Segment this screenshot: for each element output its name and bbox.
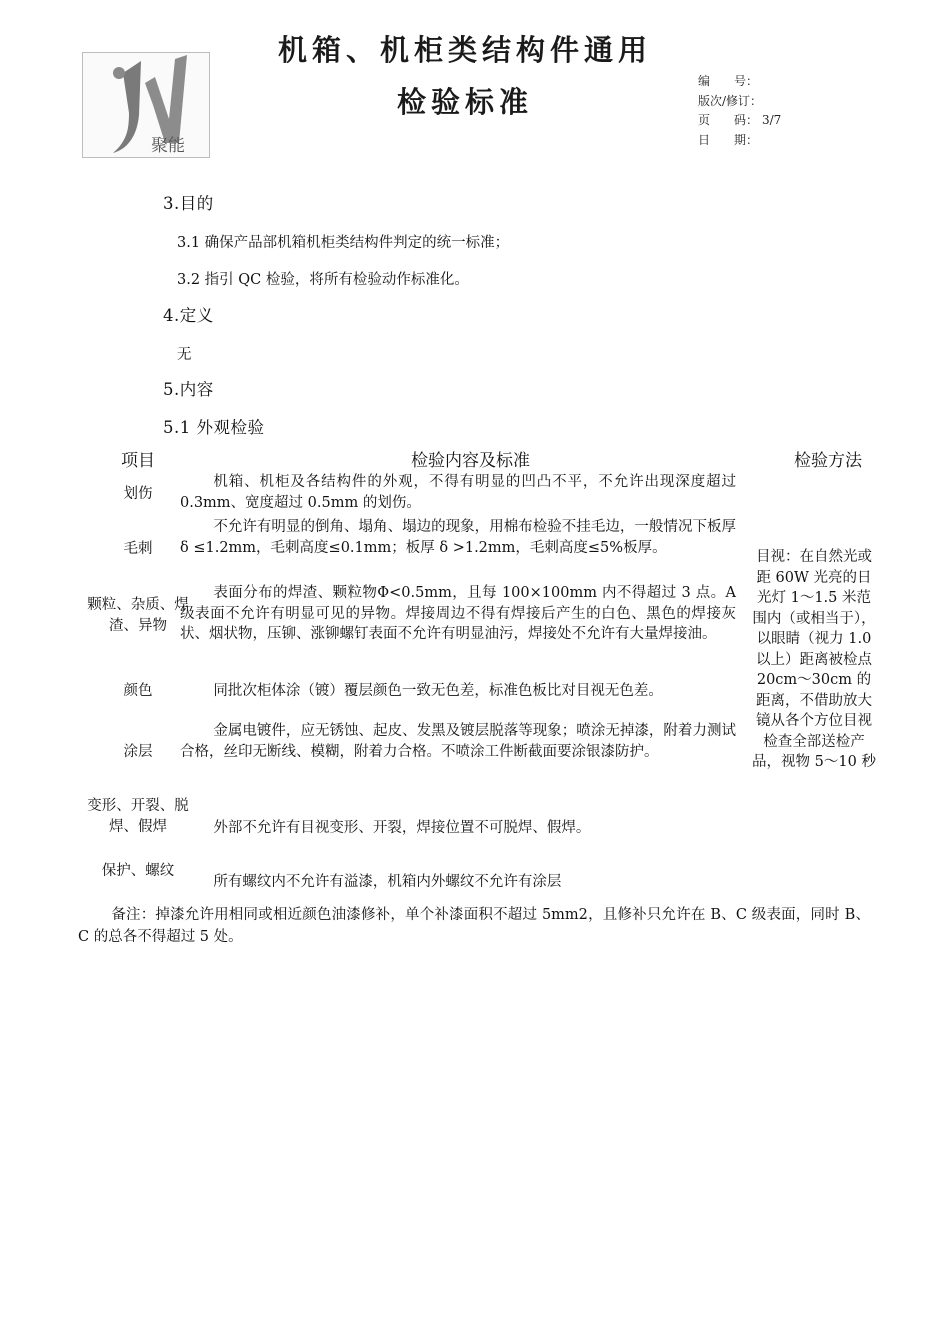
row-content-coating: 金属电镀件，应无锈蚀、起皮、发黑及镀层脱落等现象；喷涂无掉漆，附着力测试合格，丝印无断线、模糊，附着力合格。不喷涂工件断截面要涂银漆防护。 — [180, 723, 736, 760]
row-item-scratch: 划伤 — [123, 486, 153, 502]
meta-page-number: 页 码： 3/7 — [698, 113, 782, 127]
table-header-content: 检验内容及标准 — [411, 451, 530, 471]
row-item-particles: 颗粒、杂质、焊渣、异物 — [87, 597, 189, 634]
logo-text: 聚能 — [151, 136, 185, 156]
meta-doc-number: 编 号： — [698, 74, 759, 88]
remark-note: 备注：掉漆允许用相同或相近颜色油漆修补，单个补漆面积不超过 5mm2，且修补只允许在 B、C 级表面，同时 B、C 的总各不得超过 5 处。 — [78, 907, 870, 945]
section-heading-definition: 4.定义 — [163, 306, 214, 325]
section-heading-content: 5.内容 — [163, 380, 214, 399]
doc-title-line2: 检验标准 — [396, 85, 533, 119]
row-content-color: 同批次柜体涂（镀）覆层颜色一致无色差，标准色板比对目视无色差。 — [213, 683, 663, 699]
row-content-thread: 所有螺纹内不允许有溢漆，机箱内外螺纹不允许有涂层 — [213, 874, 562, 890]
row-item-color: 颜色 — [123, 683, 153, 699]
section-heading-purpose: 3.目的 — [163, 194, 214, 213]
inspection-method: 目视：在自然光或距 60W 光亮的日光灯 1～1.5 米范围内（或相当于），以眼睛（视力 1.0 以上）距离被检点 20cm～30cm 的距离，不借助放大镜从各个方位目视检查全部送检产品，视物 5～10 秒 — [752, 549, 876, 770]
table-header-item: 项目 — [121, 451, 155, 471]
section-heading-appearance: 5.1 外观检验 — [163, 418, 265, 437]
row-item-deformation: 变形、开裂、脱焊、假焊 — [87, 798, 189, 835]
table-header-method: 检验方法 — [794, 451, 862, 471]
row-content-burr: 不允许有明显的倒角、塌角、塌边的现象，用棉布检验不挂毛边，一般情况下板厚 δ ≤1.2mm，毛刺高度≤0.1mm；板厚 δ >1.2mm，毛刺高度≤5%板厚。 — [180, 519, 736, 556]
meta-revision: 版次/修订： — [698, 93, 763, 108]
row-content-deformation: 外部不允许有目视变形、开裂，焊接位置不可脱焊、假焊。 — [213, 820, 591, 836]
row-item-thread: 保护、螺纹 — [101, 863, 175, 879]
meta-date: 日 期： — [698, 132, 759, 147]
row-content-scratch: 机箱、机柜及各结构件的外观，不得有明显的凹凸不平，不允许出现深度超过 0.3mm、宽度超过 0.5mm 的划伤。 — [180, 474, 736, 511]
doc-meta-block — [698, 72, 781, 150]
purpose-item-1: 3.1 确保产品部机箱机柜类结构件判定的统一标准； — [177, 235, 510, 251]
doc-title-line1: 机箱、机柜类结构件通用 — [277, 33, 652, 67]
row-content-particles: 表面分布的焊渣、颗粒物Φ<0.5mm，且每 100×100mm 内不得超过 3 点。A 级表面不允许有明显可见的异物。焊接周边不得有焊接后产生的白色、黑色的焊接灰状、烟状物，压铆、涨铆螺钉表面不允许有明显油污，焊接处不允许有大量焊接油。 — [180, 585, 736, 642]
purpose-item-2: 3.2 指引 QC 检验，将所有检验动作标准化。 — [177, 272, 469, 288]
company-logo — [82, 52, 210, 158]
row-item-burr: 毛刺 — [123, 541, 153, 557]
row-item-coating: 涂层 — [123, 744, 153, 760]
definition-body: 无 — [177, 347, 192, 363]
